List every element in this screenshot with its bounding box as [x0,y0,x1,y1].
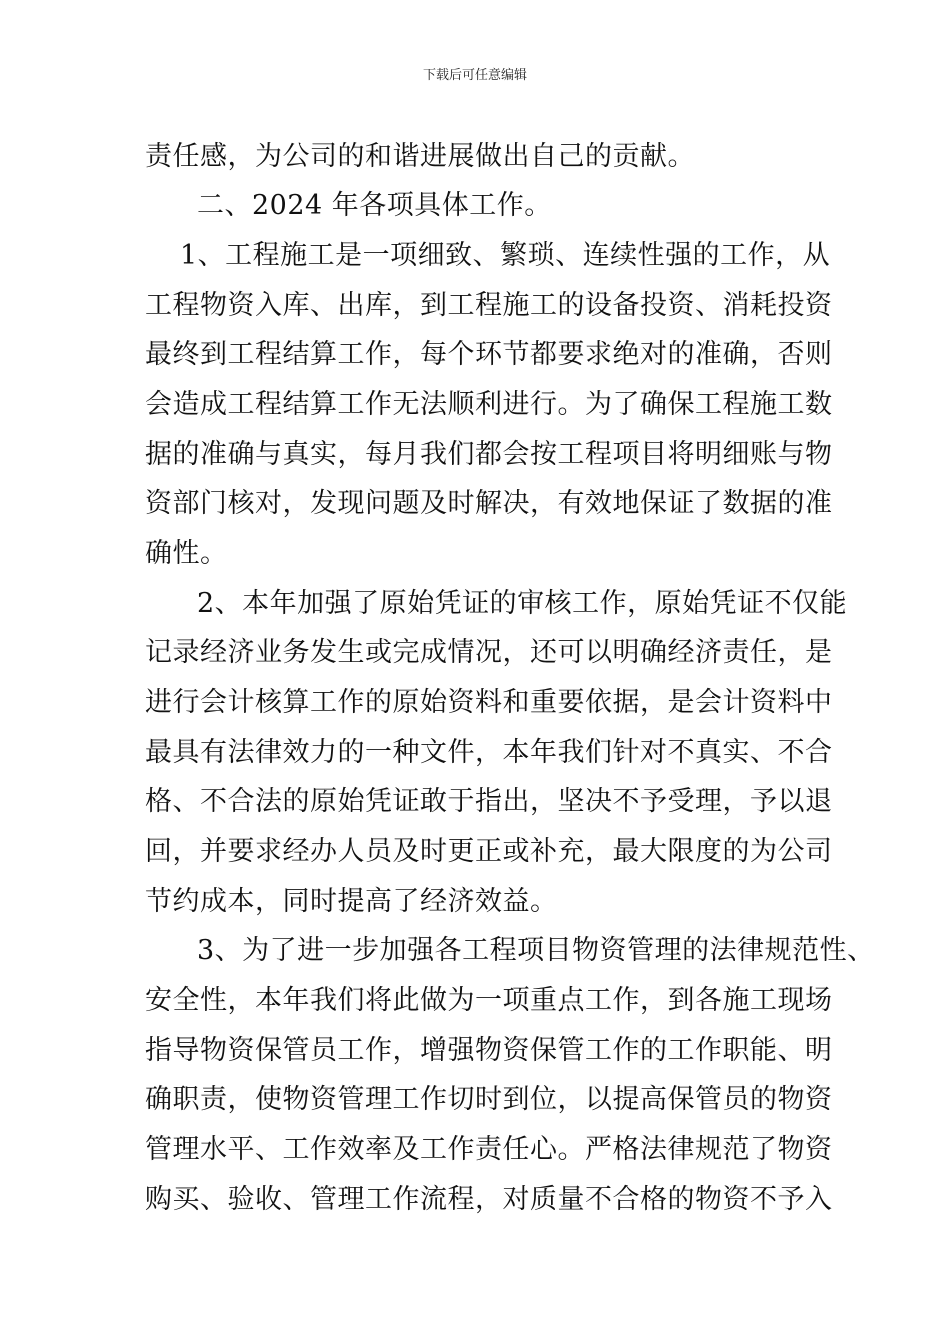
text-line: 安全性，本年我们将此做为一项重点工作，到各施工现场 [145,985,833,1016]
section-heading: 二、2024 年各项具体工作。 [197,190,552,221]
text-line: 资部门核对，发现问题及时解决，有效地保证了数据的准 [145,488,833,519]
text-line: 1、工程施工是一项细致、繁琐、连续性强的工作，从 [180,240,831,271]
text-line: 指导物资保管员工作，增强物资保管工作的工作职能、明 [145,1035,833,1066]
text-line: 责任感，为公司的和谐进展做出自己的贡献。 [145,141,695,172]
text-line: 格、不合法的原始凭证敢于指出，坚决不予受理，予以退 [145,786,833,817]
text-line: 进行会计核算工作的原始资料和重要依据，是会计资料中 [145,687,833,718]
text-line: 管理水平、工作效率及工作责任心。严格法律规范了物资 [145,1134,833,1165]
text-line: 3、为了进一步加强各工程项目物资管理的法律规范性、 [197,935,875,966]
text-line: 据的准确与真实，每月我们都会按工程项目将明细账与物 [145,439,833,470]
text-line: 确性。 [145,538,228,569]
text-line: 确职责，使物资管理工作切时到位，以提高保管员的物资 [145,1084,833,1115]
text-line: 购买、验收、管理工作流程，对质量不合格的物资不予入 [145,1184,833,1215]
text-line: 回，并要求经办人员及时更正或补充，最大限度的为公司 [145,836,833,867]
text-line: 记录经济业务发生或完成情况，还可以明确经济责任，是 [145,637,833,668]
page-header: 下载后可任意编辑 [422,68,527,83]
text-line: 工程物资入库、出库，到工程施工的设备投资、消耗投资 [145,290,833,321]
text-line: 最具有法律效力的一种文件，本年我们针对不真实、不合 [145,737,833,768]
text-line: 节约成本，同时提高了经济效益。 [145,886,558,917]
text-line: 会造成工程结算工作无法顺利进行。为了确保工程施工数 [145,389,833,420]
text-line: 2、本年加强了原始凭证的审核工作，原始凭证不仅能 [197,588,848,619]
text-line: 最终到工程结算工作，每个环节都要求绝对的准确，否则 [145,339,833,370]
